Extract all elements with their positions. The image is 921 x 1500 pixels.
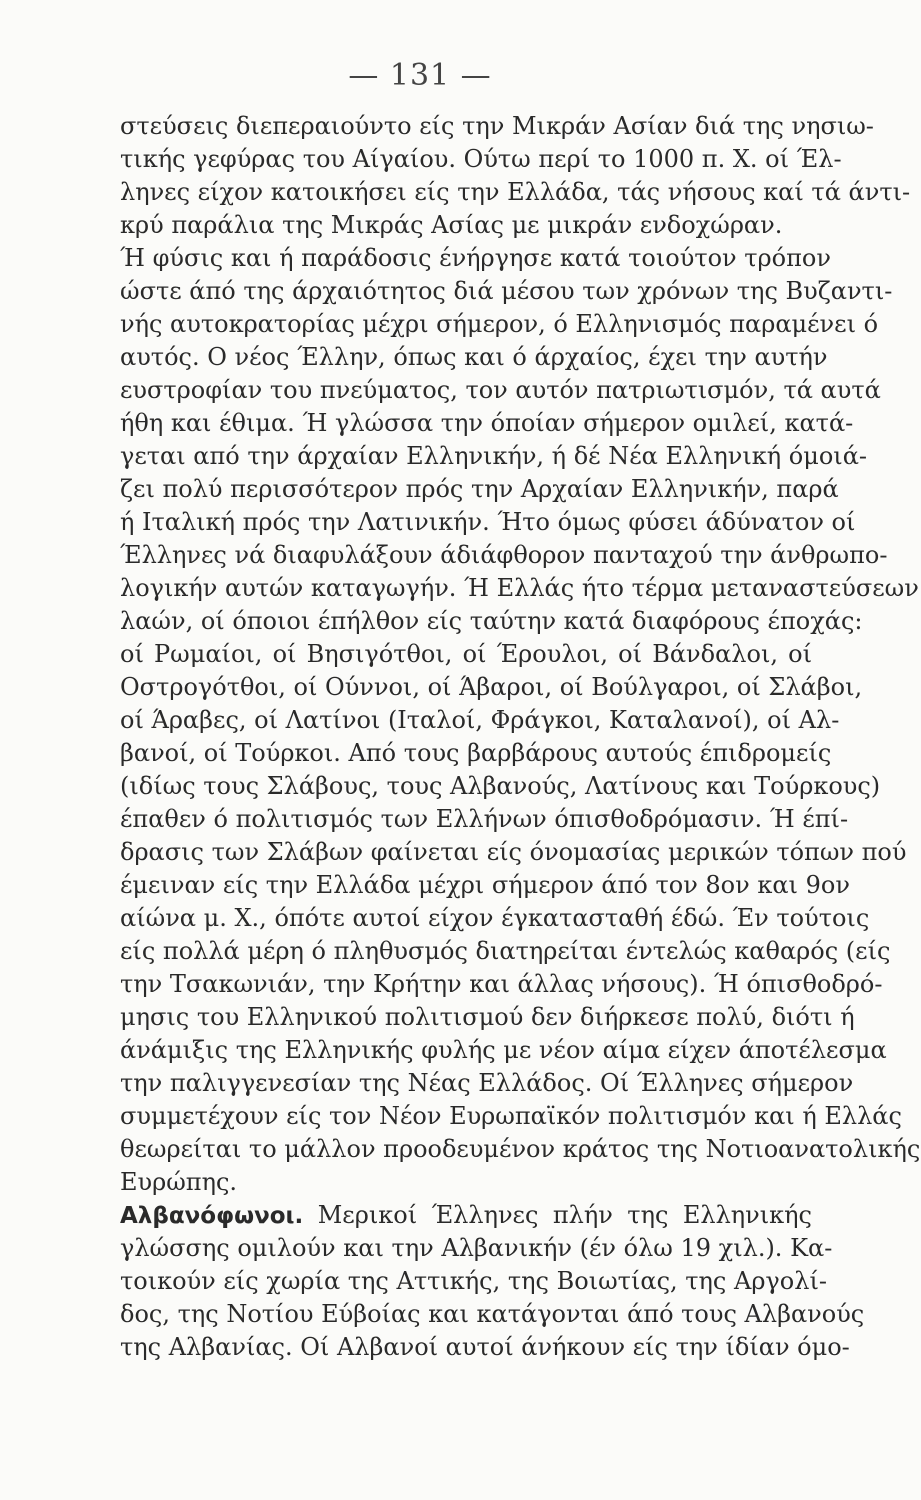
text-line: δος, της Νοτίου Εύβοίας και κατάγονται άπό τους Αλβανούς [120,1300,865,1328]
text-line: ήθη και έθιμα. Ή γλώσσα την όποίαν σήμερον ομιλεί, κατά- [120,409,854,437]
page-number: — 131 — [348,58,492,93]
text-line: μησις του Ελληνικού πολιτισμού δεν διήρκεσε πολύ, διότι ή [120,1003,855,1031]
text-line: Έλληνες νά διαφυλάξουν άδιάφθορον πανταχού την άνθρωπο- [120,541,888,569]
text-line: νής αυτοκρατορίας μέχρι σήμερον, ό Ελληνισμός παραμένει ό [120,310,879,338]
text-line: λαών, οί όποιοι έπήλθον είς ταύτην κατά διαφόρους έποχάς: [120,607,863,635]
text-line: έμειναν είς την Ελλάδα μέχρι σήμερον άπό τον 8ον και 9ον [120,871,850,899]
text-line: Οστρογότθοι, οί Ούννοι, οί Άβαροι, οί Βούλγαροι, οί Σλάβοι, [120,673,863,701]
text-line: την παλιγγενεσίαν της Νέας Ελλάδος. Οί Έλληνες σήμερον [120,1069,854,1097]
text-line: δρασις των Σλάβων φαίνεται είς όνομασίας μερικών τόπων πού [120,838,907,866]
text-line: (ιδίως τους Σλάβους, τους Αλβανούς, Λατίνους και Τούρκους) [120,772,881,800]
text-line: κρύ παράλια της Μικράς Ασίας με μικράν ενδοχώραν. [120,211,783,239]
text-line: οί Ρωμαίοι, οί Βησιγότθοι, οί Έρουλοι, οί Βάνδαλοι, οί [120,640,812,668]
text-line: την Τσακωνιάν, την Κρήτην και άλλας νήσους). Ή όπισθοδρό- [120,970,883,998]
text-line: της Αλβανίας. Οί Αλβανοί αυτοί άνήκουν είς την ίδίαν όμο- [120,1333,850,1361]
text-line: άνάμιξις της Ελληνικής φυλής με νέον αίμα είχεν άποτέλεσμα [120,1036,887,1064]
text-line: ληνες είχον κατοικήσει είς την Ελλάδα, τάς νήσους καί τά άντι- [120,178,911,206]
section-heading: Αλβανόφωνοι. [120,1203,304,1229]
text-line: ή Ιταλική πρός την Λατινικήν. Ήτο όμως φύσει άδύνατον οί [120,508,856,536]
text-line: ζει πολύ περισσότερον πρός την Αρχαίαν Ελληνικήν, παρά [120,475,839,503]
text-line: θεωρείται το μάλλον προοδευμένον κράτος της Νοτιοανατολικής [120,1135,921,1163]
text-line: οί Άραβες, οί Λατίνοι (Ιταλοί, Φράγκοι, Καταλανοί), οί Αλ- [120,706,840,734]
text-line: είς πολλά μέρη ό πληθυσμός διατηρείται έντελώς καθαρός (είς [120,937,891,965]
text-line: αίώνα μ. Χ., όπότε αυτοί είχον έγκατασταθή έδώ. Έν τούτοις [120,904,870,932]
text-line: τοικούν είς χωρία της Αττικής, της Βοιωτίας, της Αργολί- [120,1267,827,1295]
text-line: στεύσεις διεπεραιούντο είς την Μικράν Ασίαν διά της νησιω- [120,112,874,140]
text-line: ευστροφίαν του πνεύματος, τον αυτόν πατριωτισμόν, τά αυτά [120,376,881,404]
text-line: γλώσσης ομιλούν και την Αλβανικήν (έν όλω 19 χιλ.). Κα- [120,1234,833,1262]
text-line: ώστε άπό της άρχαιότητος διά μέσου των χρόνων της Βυζαντι- [120,277,893,305]
text-line: Ή φύσις και ή παράδοσις ένήργησε κατά τοιούτον τρόπον [120,244,831,272]
text-line: αυτός. Ο νέος Έλλην, όπως και ό άρχαίος, έχει την αυτήν [120,343,828,371]
text-line: Ευρώπης. [120,1168,238,1196]
text-line: λογικήν αυτών καταγωγήν. Ή Ελλάς ήτο τέρμα μεταναστεύσεων [120,574,919,602]
text-line: βανοί, οί Τούρκοι. Από τους βαρβάρους αυτούς έπιδρομείς [120,739,832,767]
text-line: συμμετέχουν είς τον Νέον Ευρωπαϊκόν πολιτισμόν και ή Ελλάς [120,1102,902,1130]
section-line-text: Μερικοί Έλληνες πλήν της Ελληνικής [317,1201,812,1229]
text-line: τικής γεφύρας του Αίγαίου. Ούτω περί το 1000 π. Χ. οί Έλ- [120,145,842,173]
text-line: έπαθεν ό πολιτισμός των Ελλήνων όπισθοδρόμασιν. Ή έπί- [120,805,849,833]
section-first-line [120,1199,812,1232]
body-text [120,110,921,1364]
text-line: γεται από την άρχαίαν Ελληνικήν, ή δέ Νέα Ελληνική όμοιά- [120,442,868,470]
